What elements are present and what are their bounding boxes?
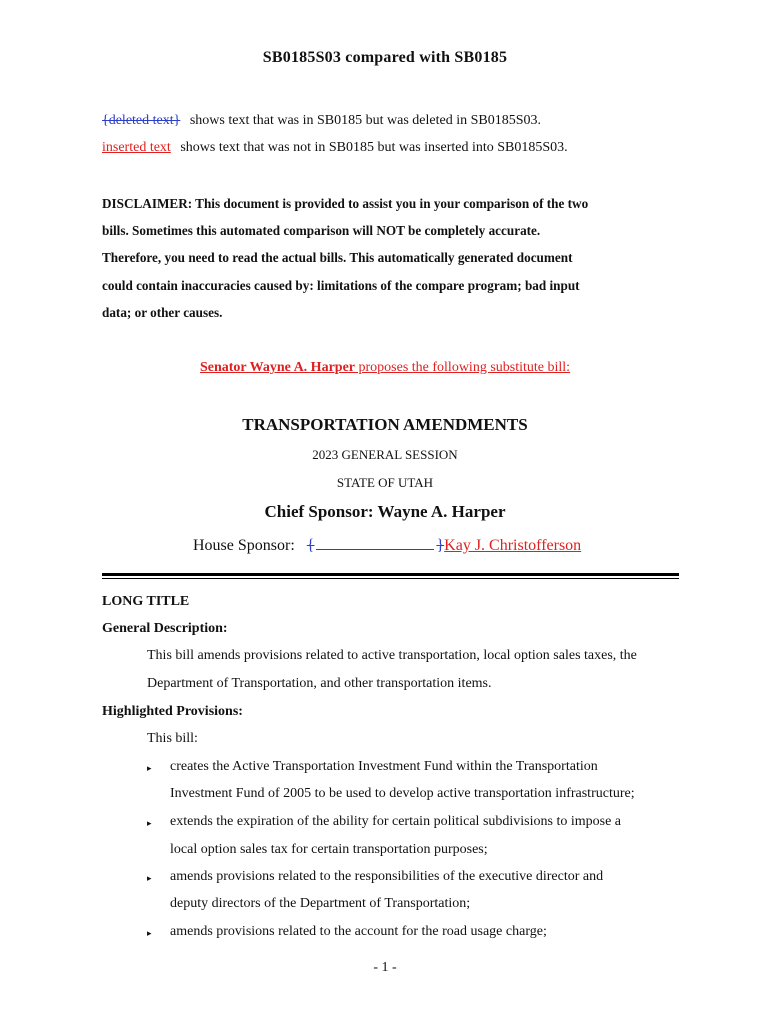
general-description-heading: General Description:: [102, 621, 228, 636]
page-number: - 1 -: [373, 960, 397, 975]
general-description-line: Department of Transportation, and other transportation items.: [147, 676, 492, 691]
provision-line: deputy directors of the Department of Transportation;: [170, 896, 471, 911]
provisions-intro: This bill:: [147, 731, 198, 746]
bullet-icon: ▸: [147, 818, 152, 828]
legend-deleted-row: [102, 113, 541, 129]
bill-session: 2023 GENERAL SESSION: [312, 447, 458, 462]
disclaimer-line: could contain inaccuracies caused by: limitations of the compare program; bad input: [102, 278, 580, 293]
bullet-icon: ▸: [147, 763, 152, 773]
provision-line: extends the expiration of the ability for certain political subdivisions to impose a: [170, 814, 622, 829]
long-title-heading: LONG TITLE: [102, 594, 190, 609]
chief-sponsor: Chief Sponsor: Wayne A. Harper: [264, 502, 506, 521]
bullet-icon: ▸: [147, 928, 152, 938]
deleted-text-marker: {deleted text}: [102, 113, 181, 128]
substitute-sponsor: Senator Wayne A. Harper: [199, 360, 355, 375]
divider-thick: [102, 573, 679, 576]
substitute-bill-notice: [0, 360, 770, 376]
provision-line: creates the Active Transportation Investment Fund within the Transportation: [170, 759, 598, 774]
inserted-text-description: shows text that was not in SB0185 but was inserted into SB0185S03.: [180, 140, 568, 155]
house-sponsor-label: House Sponsor:: [193, 537, 295, 554]
house-sponsor-inserted: Kay J. Christofferson: [444, 537, 582, 554]
legend-inserted-row: [102, 140, 568, 156]
bill-state: STATE OF UTAH: [336, 475, 434, 490]
general-description-line: This bill amends provisions related to active transportation, local option sales taxes, the: [147, 648, 637, 663]
provision-line: amends provisions related to the responsibilities of the executive director and: [170, 869, 604, 884]
bill-title: TRANSPORTATION AMENDMENTS: [242, 415, 528, 434]
disclaimer-line: bills. Sometimes this automated comparison will NOT be completely accurate.: [102, 223, 541, 238]
provision-line: Investment Fund of 2005 to be used to develop active transportation infrastructure;: [170, 786, 635, 801]
inserted-text-marker: inserted text: [102, 140, 171, 155]
disclaimer-line: Therefore, you need to read the actual bills. This automatically generated document: [102, 250, 573, 265]
house-sponsor-deleted: { }: [306, 537, 445, 554]
disclaimer-line: DISCLAIMER: This document is provided to assist you in your comparison of the two: [102, 196, 589, 211]
provision-line: local option sales tax for certain transportation purposes;: [170, 842, 488, 857]
house-sponsor: [193, 535, 581, 555]
substitute-text: proposes the following substitute bill:: [355, 360, 571, 375]
provision-line: amends provisions related to the account for the road usage charge;: [170, 924, 547, 939]
highlighted-provisions-heading: Highlighted Provisions:: [102, 704, 243, 719]
bullet-icon: ▸: [147, 873, 152, 883]
divider-thin: [102, 578, 679, 579]
disclaimer-line: data; or other causes.: [102, 305, 223, 320]
deleted-text-description: shows text that was in SB0185 but was deleted in SB0185S03.: [189, 113, 542, 128]
document-title: SB0185S03 compared with SB0185: [262, 49, 508, 66]
